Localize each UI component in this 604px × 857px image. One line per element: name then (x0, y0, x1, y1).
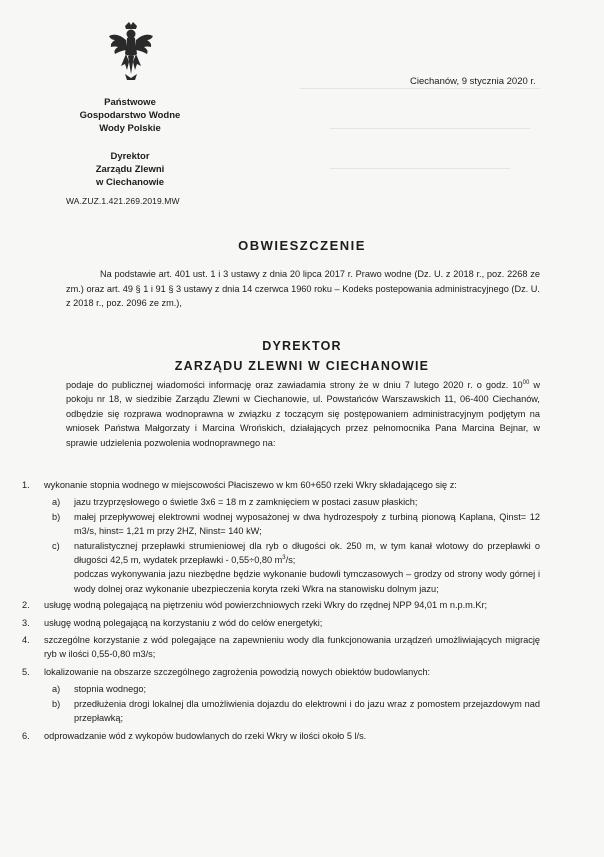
sub-item (44, 495, 540, 509)
legal-basis-text: Na podstawie art. 401 ust. 1 i 3 ustawy z dnia 20 lipca 2017 r. Prawo wodne (Dz. U. z 2018 r., poz. 2268 ze zm.) oraz art. 49 § 1 i 91 § 3 ustawy z dnia 14 czerwca 1960 roku – Kodeks postepowania administracyjnego (Dz. U. z 2018 r., poz. 2096 ze zm.), (66, 269, 540, 308)
sub-item-letter: c) (52, 540, 60, 551)
institution-line: Państwowe (104, 97, 156, 108)
announcement-body (66, 378, 540, 450)
item-text: usługę wodną polegającą na piętrzeniu wód powierzchniowych rzeki Wkry do rzędnej NPP 94,01 m n.p.m.Kr; (44, 600, 488, 611)
sub-item (44, 510, 540, 539)
sub-item-letter: b) (52, 698, 61, 709)
list-item (22, 633, 540, 662)
director-line: DYREKTOR (262, 339, 342, 353)
item-text: lokalizowanie na obszarze szczególnego zagrożenia powodzią nowych obiektów budowlanych: (44, 666, 431, 677)
legal-basis (66, 267, 540, 311)
sub-item-text-main: naturalistycznej przepławki strumieniowej dla ryb o długości ok. 250 m, w tym kanał wlotowy do przepławki o długości 42,5 m, wydatek przepławki - 0,55÷0,80 m (74, 540, 540, 566)
show-through-line (330, 128, 530, 129)
item-number: 1. (22, 480, 30, 490)
institution-name (50, 96, 210, 135)
document-title: OBWIESZCZENIE (238, 238, 366, 253)
list-item (22, 478, 540, 492)
item-note: podczas wykonywania jazu niezbędne będzie wykonanie budowli tymczasowych – grodzy od strony wody górnej i wody dolnej oraz wykonanie ubezpieczenia koryta rzeki Wkra na stanowisku dolnym jazu; (74, 569, 540, 594)
body-part-2: w pokoju nr 18, w siedzibie Zarządu Zlewni w Ciechanowie, ul. Powstańców Warszawskich 11, 06-400 Ciechanów, odbędzie się rozprawa wodnoprawna w związku z toczącym się postępowaniem administracyjnym podjętym na wniosek Państwa Małgorzaty i Marcina Wrońskich, działających przez pełnomocnika Pana Marcina Bejnar, w sprawie udzielenia pozwolenia wodnoprawnego na: (66, 380, 541, 448)
department-line: Dyrektor (110, 151, 150, 162)
time-superscript: 00 (522, 379, 530, 386)
department-line: Zarządu Zlewni (95, 164, 165, 175)
item-number: 6. (22, 730, 30, 741)
item-text: odprowadzanie wód z wykopów budowlanych do rzeki Wkry w ilości około 5 l/s. (44, 730, 367, 741)
list-item (22, 665, 540, 679)
sub-item-text (74, 539, 540, 568)
item-number: 5. (22, 666, 30, 677)
department-line: w Ciechanowie (95, 177, 165, 188)
institution-line: Gospodarstwo Wodne (79, 110, 181, 121)
sub-item (44, 682, 540, 696)
list-item (22, 598, 540, 612)
institution-line: Wody Polskie (99, 123, 161, 134)
sub-item-text: stopnia wodnego; (74, 684, 147, 695)
polish-eagle-emblem-icon (107, 20, 155, 82)
body-part-1: podaje do publicznej wiadomości informację oraz zawiadamia strony że w dniu 7 lutego 2020 r. o godz. 10 (66, 380, 523, 390)
item-number: 3. (22, 617, 30, 628)
director-heading (0, 336, 604, 376)
document-date: Ciechanów, 9 stycznia 2020 r. (410, 76, 536, 87)
director-line: ZARZĄDU ZLEWNI W CIECHANOWIE (174, 359, 430, 373)
sub-item-letter: a) (52, 684, 61, 695)
sub-item-text: małej przepływowej elektrowni wodnej wyposażonej w dwa hydrozespoły z turbiną pionową Kaplana, Qinst= 12 m3/s, hinst= 1,21 m przy 2HZ, Ninst= 140 kW; (74, 511, 540, 537)
item-text: wykonanie stopnia wodnego w miejscowości Płaciszewo w km 60+650 rzeki Wkry składającego się z: (44, 480, 457, 490)
sub-item (44, 697, 540, 726)
list-item (22, 729, 540, 743)
case-signature: WA.ZUZ.1.421.269.2019.MW (66, 196, 180, 206)
item-number: 2. (22, 600, 30, 611)
item-text: szczególne korzystanie z wód polegające na zapewnieniu wody dla funkcjonowania urządzeń umożliwiających migrację ryb w ilości 0,55-0,80 m3/s; (44, 635, 540, 660)
department-name (50, 150, 210, 189)
show-through-line (330, 168, 510, 169)
unit-superscript: 3 (282, 554, 286, 561)
sub-item-text-end: /s; (285, 555, 296, 566)
list-item (22, 616, 540, 630)
item-number: 4. (22, 635, 30, 646)
sub-item-letter: a) (52, 497, 61, 508)
permit-items-list (22, 478, 540, 746)
sub-item (44, 539, 540, 568)
sub-item-letter: b) (52, 511, 61, 522)
item-text: usługę wodną polegającą na korzystaniu z wód do celów energetyki; (44, 617, 323, 628)
sub-item-text: przedłużenia drogi lokalnej dla umożliwienia dojazdu do elektrowni i do jazu wraz z pomostem przejazdowym nad przepławką; (74, 698, 540, 724)
show-through-line (300, 88, 540, 89)
sub-item-text: jazu trzyprzęsłowego o świetle 3x6 = 18 m z zamknięciem w postaci zasuw płaskich; (74, 497, 418, 508)
